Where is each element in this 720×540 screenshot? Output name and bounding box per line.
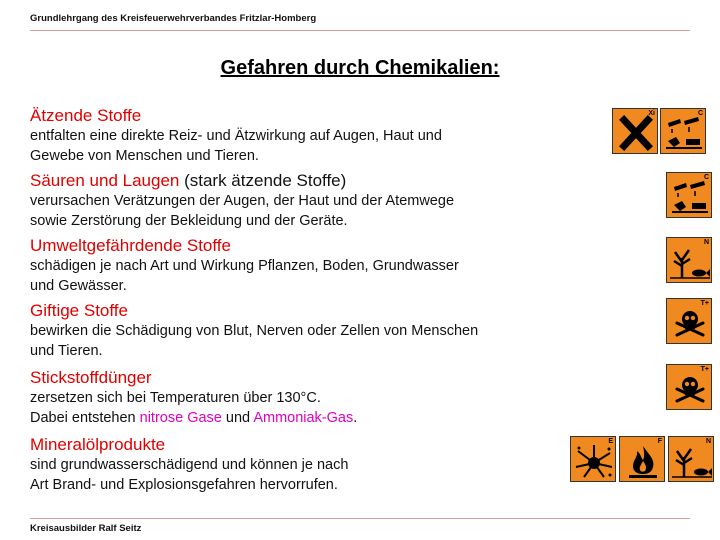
section-line: bewirken die Schädigung von Blut, Nerven oder Zellen von Menschen	[30, 323, 479, 339]
section-heading: Mineralölprodukte	[30, 435, 166, 454]
header-text: Grundlehrgang des Kreisfeuerwehrverbandes Fritzlar-Homberg	[30, 13, 317, 24]
section-line: entfalten eine direkte Reiz- und Ätzwirkung auf Augen, Haut und	[30, 128, 442, 144]
saltire-icon	[616, 115, 656, 151]
footer-divider	[30, 518, 690, 519]
line-text: Dabei entstehen	[30, 410, 140, 426]
section-heading-note: (stark ätzende Stoffe)	[179, 171, 347, 190]
dead-tree-fish-icon	[670, 244, 710, 280]
section-line: und Gewässer.	[30, 278, 127, 294]
section-mineraloelprodukte	[30, 435, 550, 495]
header-divider	[30, 30, 690, 31]
hazard-symbol-toxic	[666, 298, 712, 344]
section-umweltgefaehrdend	[30, 236, 550, 296]
section-line: sowie Zerstörung der Bekleidung und der Geräte.	[30, 213, 348, 229]
gas-name: Ammoniak-Gas	[253, 410, 354, 426]
hazard-symbol-environment	[666, 237, 712, 283]
hazard-code: F	[657, 438, 662, 445]
section-giftige-stoffe	[30, 301, 550, 361]
section-line: und Tieren.	[30, 343, 103, 359]
section-line: Gewebe von Menschen und Tieren.	[30, 148, 259, 164]
corrosive-icon	[670, 179, 710, 215]
gas-name: nitrose Gase	[139, 410, 222, 426]
hazard-code: T+	[700, 300, 709, 307]
section-heading-text: Säuren und Laugen	[30, 171, 180, 190]
section-heading: Giftige Stoffe	[30, 301, 128, 320]
hazard-code: E	[608, 438, 613, 445]
hazard-code: T+	[700, 366, 709, 373]
section-line: verursachen Verätzungen der Augen, der Haut und der Atemwege	[30, 193, 455, 209]
flame-icon	[623, 443, 663, 479]
hazard-code: N	[703, 239, 709, 246]
skull-crossbones-icon	[670, 305, 710, 341]
hazard-symbol-flammable	[619, 436, 665, 482]
hazard-symbol-environment	[668, 436, 714, 482]
section-heading	[30, 171, 550, 191]
section-line	[30, 408, 550, 428]
corrosive-icon	[664, 115, 704, 151]
footer-text: Kreisausbilder Ralf Seitz	[30, 523, 142, 534]
hazard-code: Xi	[648, 110, 655, 117]
section-line: zersetzen sich bei Temperaturen über 130°C.	[30, 390, 321, 406]
hazard-code: C	[697, 110, 703, 117]
line-text: .	[353, 410, 358, 426]
hazard-symbol-corrosive	[666, 172, 712, 218]
hazard-code: N	[705, 438, 711, 445]
line-text: und	[221, 410, 254, 426]
section-line: schädigen je nach Art und Wirkung Pflanzen, Boden, Grundwasser	[30, 258, 459, 274]
explosion-icon	[574, 443, 614, 479]
section-saeuren-laugen	[30, 171, 550, 231]
section-line: sind grundwasserschädigend und können je nach	[30, 457, 349, 473]
section-heading: Ätzende Stoffe	[30, 106, 142, 125]
section-heading: Stickstoffdünger	[30, 368, 152, 387]
page-title: Gefahren durch Chemikalien:	[220, 57, 500, 79]
section-heading: Umweltgefährdende Stoffe	[30, 236, 231, 255]
skull-crossbones-icon	[670, 371, 710, 407]
dead-tree-fish-icon	[672, 443, 712, 479]
section-aetzende-stoffe	[30, 106, 550, 166]
hazard-symbol-toxic	[666, 364, 712, 410]
hazard-symbol-irritant	[612, 108, 658, 154]
hazard-symbol-explosive	[570, 436, 616, 482]
hazard-code: C	[703, 174, 709, 181]
section-stickstoffduenger	[30, 368, 550, 428]
hazard-symbol-corrosive	[660, 108, 706, 154]
section-line: Art Brand- und Explosionsgefahren hervorrufen.	[30, 477, 338, 493]
